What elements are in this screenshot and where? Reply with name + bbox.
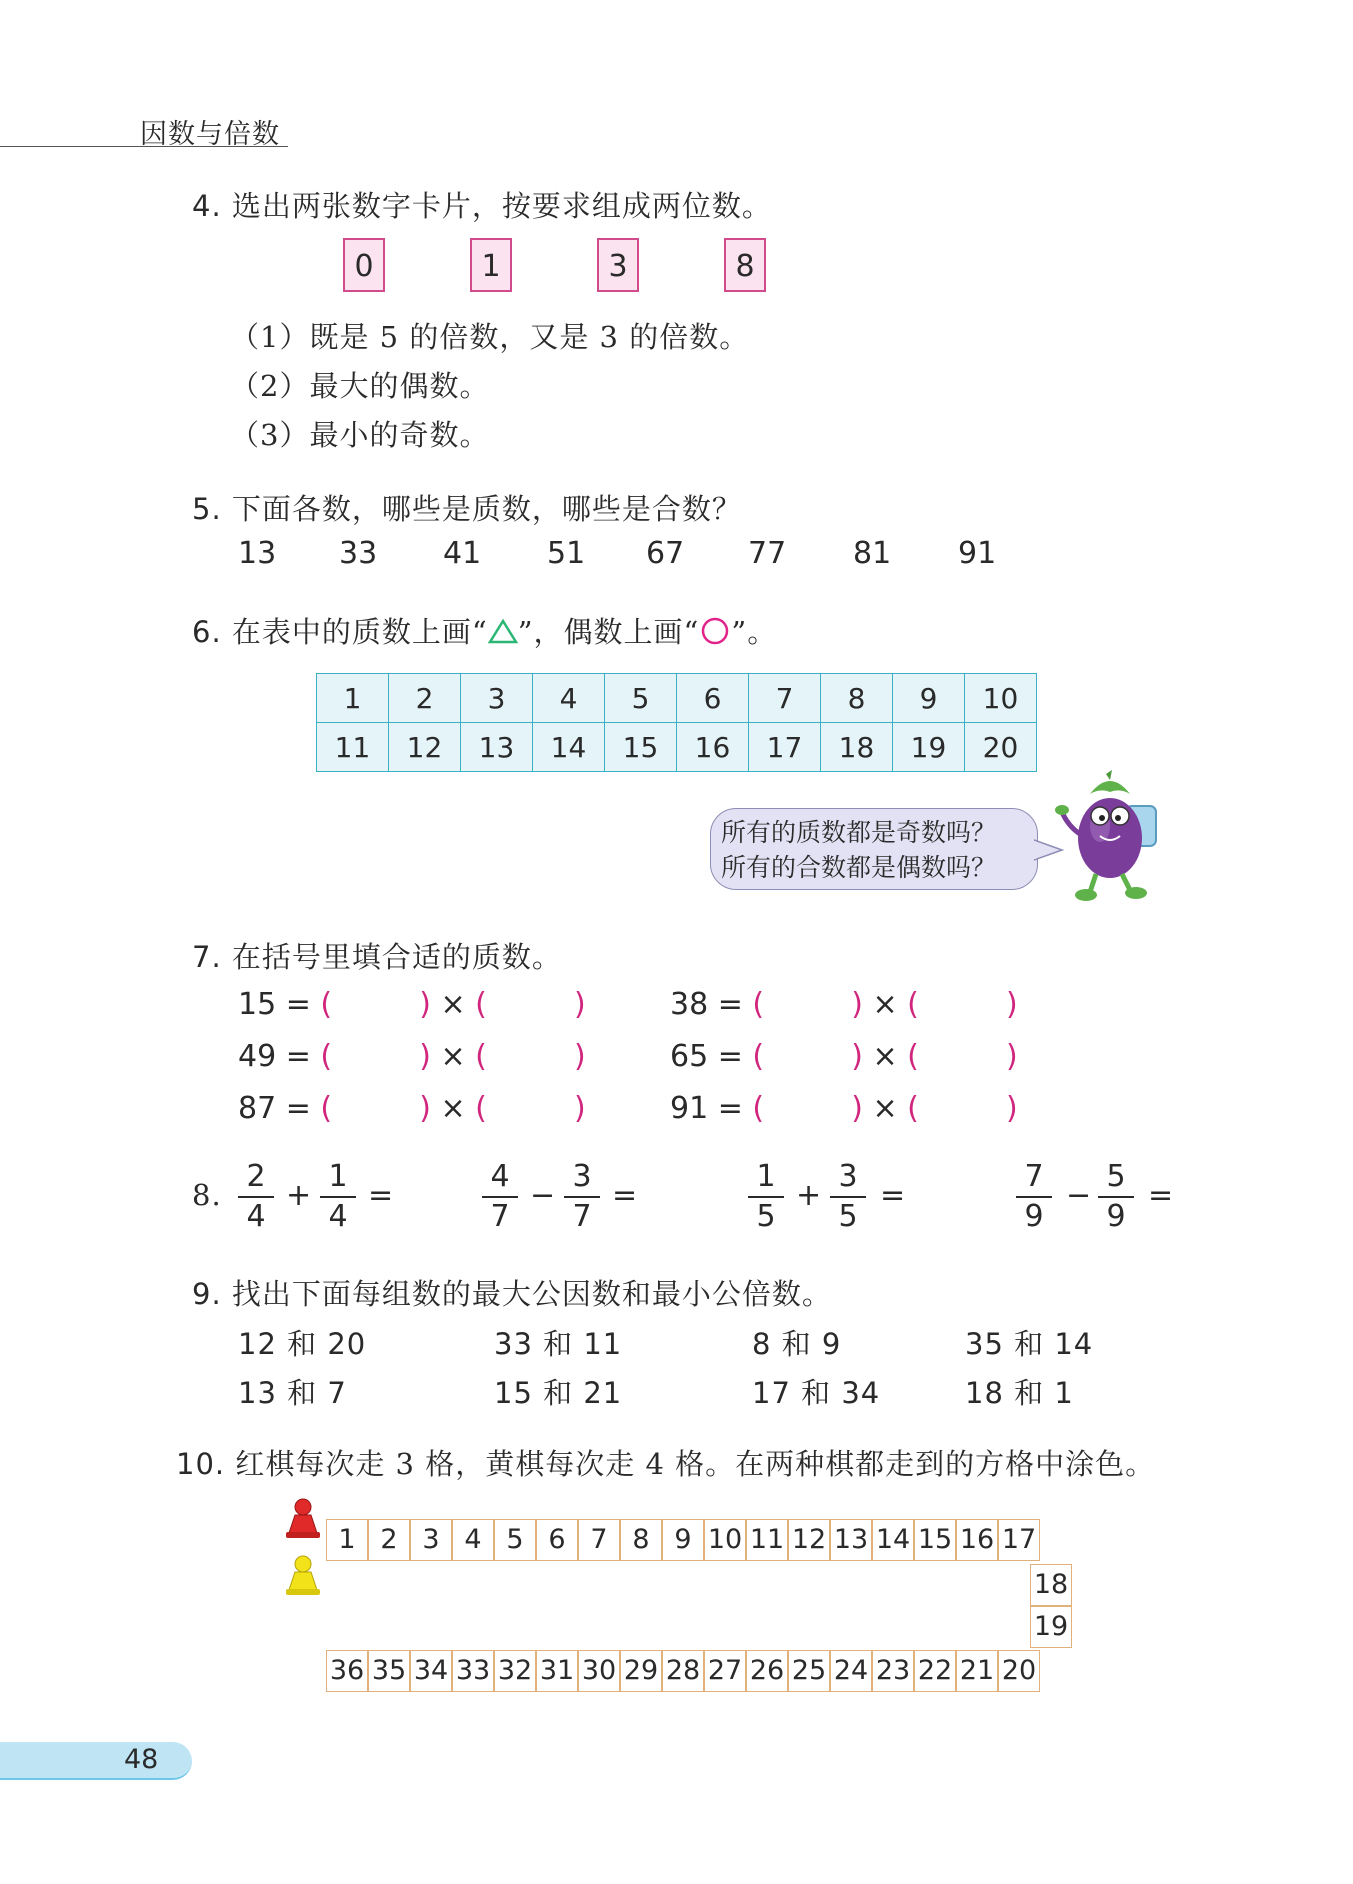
question-6-text-middle: ”，偶数上画“ (517, 615, 700, 649)
question-7-number: 7. (192, 940, 222, 974)
denominator: 4 (328, 1199, 348, 1234)
number-pair: 33 和 11 (494, 1327, 623, 1361)
question-10-number: 10. (176, 1447, 226, 1481)
q5-number: 13 (238, 536, 277, 571)
board-cell[interactable]: 27 (704, 1650, 746, 1692)
question-7-text: 在括号里填合适的质数。 (231, 940, 562, 974)
denominator: 4 (246, 1199, 266, 1234)
board-cell[interactable]: 12 (788, 1519, 830, 1561)
numerator: 7 (1024, 1159, 1044, 1194)
table-cell[interactable]: 2 (389, 674, 461, 723)
close-paren: ) (419, 987, 431, 1022)
board-top-row (326, 1519, 1040, 1561)
number-pair: 18 和 1 (965, 1376, 1074, 1410)
fraction (320, 1160, 356, 1234)
digit-card: 0 (343, 238, 385, 292)
denominator: 7 (490, 1199, 510, 1234)
times-sign: × (872, 1039, 898, 1074)
board-cell[interactable]: 4 (452, 1519, 494, 1561)
denominator: 5 (756, 1199, 776, 1234)
board-cell[interactable]: 11 (746, 1519, 788, 1561)
open-paren: ( (752, 987, 765, 1022)
board-cell[interactable]: 26 (746, 1650, 788, 1692)
open-paren: ( (475, 1091, 487, 1126)
table-cell[interactable]: 19 (893, 723, 965, 772)
number-pair: 13 和 7 (238, 1376, 347, 1410)
equals-sign: = (880, 1178, 906, 1213)
board-cell[interactable]: 32 (494, 1650, 536, 1692)
item-text: 最小的奇数。 (309, 418, 490, 452)
table-cell[interactable]: 3 (461, 674, 533, 723)
board-cell[interactable]: 5 (494, 1519, 536, 1561)
numerator: 3 (572, 1159, 592, 1194)
q5-number: 91 (958, 536, 997, 571)
board-cell[interactable]: 19 (1030, 1606, 1072, 1648)
board-cell[interactable]: 14 (872, 1519, 914, 1561)
open-paren: ( (907, 1039, 919, 1074)
question-4 (192, 184, 772, 225)
equals-sign: = (612, 1178, 638, 1213)
board-cell[interactable]: 29 (620, 1650, 662, 1692)
equation-lhs: 87 = (238, 1091, 311, 1126)
board-cell[interactable]: 18 (1030, 1564, 1072, 1606)
times-sign: × (440, 987, 466, 1022)
equation-lhs: 65 = (670, 1039, 743, 1074)
denominator: 5 (838, 1199, 858, 1234)
open-paren: ( (320, 1091, 333, 1126)
fraction (830, 1160, 866, 1234)
fraction (1016, 1160, 1052, 1234)
close-paren: ) (419, 1039, 431, 1074)
denominator: 9 (1024, 1199, 1044, 1234)
number-pair: 12 和 20 (238, 1327, 367, 1361)
equals-sign: = (368, 1178, 394, 1213)
operator: + (796, 1178, 822, 1213)
question-5 (192, 487, 742, 528)
equals-sign: = (1148, 1178, 1174, 1213)
times-sign: × (440, 1091, 466, 1126)
item-label: （2） (230, 369, 310, 403)
bubble-line-1: 所有的质数都是奇数吗？ (721, 818, 997, 847)
denominator: 9 (1106, 1199, 1126, 1234)
board-cell[interactable]: 30 (578, 1650, 620, 1692)
close-paren: ) (573, 1091, 586, 1126)
board-cell[interactable]: 1 (326, 1519, 368, 1561)
circle-icon (699, 617, 731, 645)
open-paren: ( (320, 987, 333, 1022)
board-cell[interactable]: 28 (662, 1650, 704, 1692)
equation-row (670, 1091, 1018, 1126)
table-cell[interactable]: 14 (533, 723, 605, 772)
operator: − (530, 1178, 556, 1213)
table-cell[interactable]: 9 (893, 674, 965, 723)
triangle-icon (488, 618, 518, 644)
board-cell[interactable]: 20 (998, 1650, 1040, 1692)
close-paren: ) (851, 987, 863, 1022)
board-cell[interactable]: 23 (872, 1650, 914, 1692)
board-cell[interactable]: 2 (368, 1519, 410, 1561)
board-cell[interactable]: 22 (914, 1650, 956, 1692)
item-text: 最大的偶数。 (309, 369, 490, 403)
board-cell[interactable]: 10 (704, 1519, 746, 1561)
question-6-number: 6. (192, 615, 222, 649)
question-4-item-3 (230, 413, 489, 454)
board-cell[interactable]: 17 (998, 1519, 1040, 1561)
board-bottom-row (326, 1650, 1040, 1692)
question-9-number: 9. (192, 1277, 222, 1311)
table-cell[interactable]: 7 (749, 674, 821, 723)
board-cell[interactable]: 9 (662, 1519, 704, 1561)
red-chess-piece-icon (284, 1497, 322, 1541)
equation-lhs: 15 = (238, 987, 311, 1022)
open-paren: ( (475, 1039, 487, 1074)
board-cell[interactable]: 16 (956, 1519, 998, 1561)
table-cell[interactable]: 15 (605, 723, 677, 772)
header-rule (0, 146, 288, 147)
table-cell[interactable]: 16 (677, 723, 749, 772)
question-6-text-before: 在表中的质数上画“ (231, 615, 488, 649)
question-6-text-after: ”。 (731, 615, 778, 649)
times-sign: × (872, 1091, 898, 1126)
times-sign: × (872, 987, 898, 1022)
equation-lhs: 49 = (238, 1039, 311, 1074)
board-cell[interactable]: 25 (788, 1650, 830, 1692)
equation-row (238, 1091, 586, 1126)
close-paren: ) (573, 987, 586, 1022)
question-4-text: 选出两张数字卡片，按要求组成两位数。 (231, 189, 772, 223)
q5-number: 33 (339, 536, 378, 571)
question-4-number: 4. (192, 189, 222, 223)
table-cell[interactable]: 20 (965, 723, 1037, 772)
board-cell[interactable]: 35 (368, 1650, 410, 1692)
bubble-line-2: 所有的合数都是偶数吗？ (721, 853, 997, 882)
board-cell[interactable]: 33 (452, 1650, 494, 1692)
board-cell[interactable]: 13 (830, 1519, 872, 1561)
board-cell[interactable]: 8 (620, 1519, 662, 1561)
table-row (317, 674, 1037, 723)
open-paren: ( (752, 1091, 765, 1126)
question-10 (176, 1442, 1155, 1483)
q5-number: 67 (646, 536, 685, 571)
question-5-number: 5. (192, 492, 222, 526)
table-cell[interactable]: 17 (749, 723, 821, 772)
fraction (482, 1160, 518, 1234)
close-paren: ) (1005, 1091, 1018, 1126)
numerator: 2 (246, 1159, 266, 1194)
equation-row (670, 987, 1018, 1022)
equation-row (670, 1039, 1018, 1074)
question-10-text: 红棋每次走 3 格，黄棋每次走 4 格。在两种棋都走到的方格中涂色。 (235, 1447, 1156, 1481)
table-cell[interactable]: 10 (965, 674, 1037, 723)
board-cell[interactable]: 36 (326, 1650, 368, 1692)
close-paren: ) (851, 1039, 863, 1074)
numerator: 4 (490, 1159, 510, 1194)
numerator: 5 (1106, 1159, 1126, 1194)
equation-row (238, 987, 586, 1022)
running-header: 因数与倍数 (140, 119, 280, 150)
item-label: （3） (230, 418, 310, 452)
question-9 (192, 1272, 832, 1313)
question-6 (192, 610, 777, 651)
eggplant-mascot-icon (1050, 768, 1180, 903)
board-cell[interactable]: 15 (914, 1519, 956, 1561)
numerator: 1 (328, 1159, 348, 1194)
close-paren: ) (1005, 1039, 1018, 1074)
table-row (317, 723, 1037, 772)
question-4-item-1 (230, 315, 749, 356)
number-pair: 8 和 9 (752, 1327, 842, 1361)
table-cell[interactable]: 5 (605, 674, 677, 723)
q5-number: 41 (443, 536, 482, 571)
table-cell[interactable]: 11 (317, 723, 389, 772)
numerator: 3 (838, 1159, 858, 1194)
board-cell[interactable]: 3 (410, 1519, 452, 1561)
question-7 (192, 935, 562, 976)
number-pair: 17 和 34 (752, 1376, 881, 1410)
page-number-tab (0, 1742, 192, 1780)
table-cell[interactable]: 18 (821, 723, 893, 772)
open-paren: ( (320, 1039, 333, 1074)
number-pair: 35 和 14 (965, 1327, 1094, 1361)
equation-lhs: 38 = (670, 987, 743, 1022)
numerator: 1 (756, 1159, 776, 1194)
board-cell[interactable]: 7 (578, 1519, 620, 1561)
question-9-text: 找出下面每组数的最大公因数和最小公倍数。 (231, 1277, 832, 1311)
operator: − (1066, 1178, 1092, 1213)
q5-number: 77 (748, 536, 787, 571)
digit-card: 1 (470, 238, 512, 292)
close-paren: ) (573, 1039, 586, 1074)
equation-row (238, 1039, 586, 1074)
q5-number: 81 (853, 536, 892, 571)
q5-number: 51 (547, 536, 586, 571)
fraction (238, 1160, 274, 1234)
table-cell[interactable]: 13 (461, 723, 533, 772)
close-paren: ) (851, 1091, 863, 1126)
fraction (748, 1160, 784, 1234)
fraction (564, 1160, 600, 1234)
times-sign: × (440, 1039, 466, 1074)
denominator: 7 (572, 1199, 592, 1234)
board-cell[interactable]: 24 (830, 1650, 872, 1692)
table-cell[interactable]: 8 (821, 674, 893, 723)
open-paren: ( (907, 987, 919, 1022)
table-cell[interactable]: 4 (533, 674, 605, 723)
board-cell[interactable]: 21 (956, 1650, 998, 1692)
digit-card: 8 (724, 238, 766, 292)
table-cell[interactable]: 6 (677, 674, 749, 723)
table-cell[interactable]: 1 (317, 674, 389, 723)
digit-card: 3 (597, 238, 639, 292)
item-label: （1） (230, 320, 310, 354)
yellow-chess-piece-icon (284, 1554, 322, 1598)
equation-lhs: 91 = (670, 1091, 743, 1126)
question-5-text: 下面各数，哪些是质数，哪些是合数？ (231, 492, 742, 526)
question-4-item-2 (230, 364, 489, 405)
item-text: 既是 5 的倍数，又是 3 的倍数。 (309, 320, 750, 354)
page-number: 48 (124, 1744, 159, 1775)
open-paren: ( (475, 987, 487, 1022)
table-cell[interactable]: 12 (389, 723, 461, 772)
operator: + (286, 1178, 312, 1213)
close-paren: ) (419, 1091, 431, 1126)
board-cell[interactable]: 6 (536, 1519, 578, 1561)
close-paren: ) (1005, 987, 1018, 1022)
fraction (1098, 1160, 1134, 1234)
board-cell[interactable]: 34 (410, 1650, 452, 1692)
board-cell[interactable]: 31 (536, 1650, 578, 1692)
open-paren: ( (907, 1091, 919, 1126)
speech-bubble (710, 808, 1038, 890)
number-pair: 15 和 21 (494, 1376, 623, 1410)
open-paren: ( (752, 1039, 765, 1074)
number-table (316, 673, 1037, 772)
question-8-number: 8. (192, 1178, 222, 1212)
